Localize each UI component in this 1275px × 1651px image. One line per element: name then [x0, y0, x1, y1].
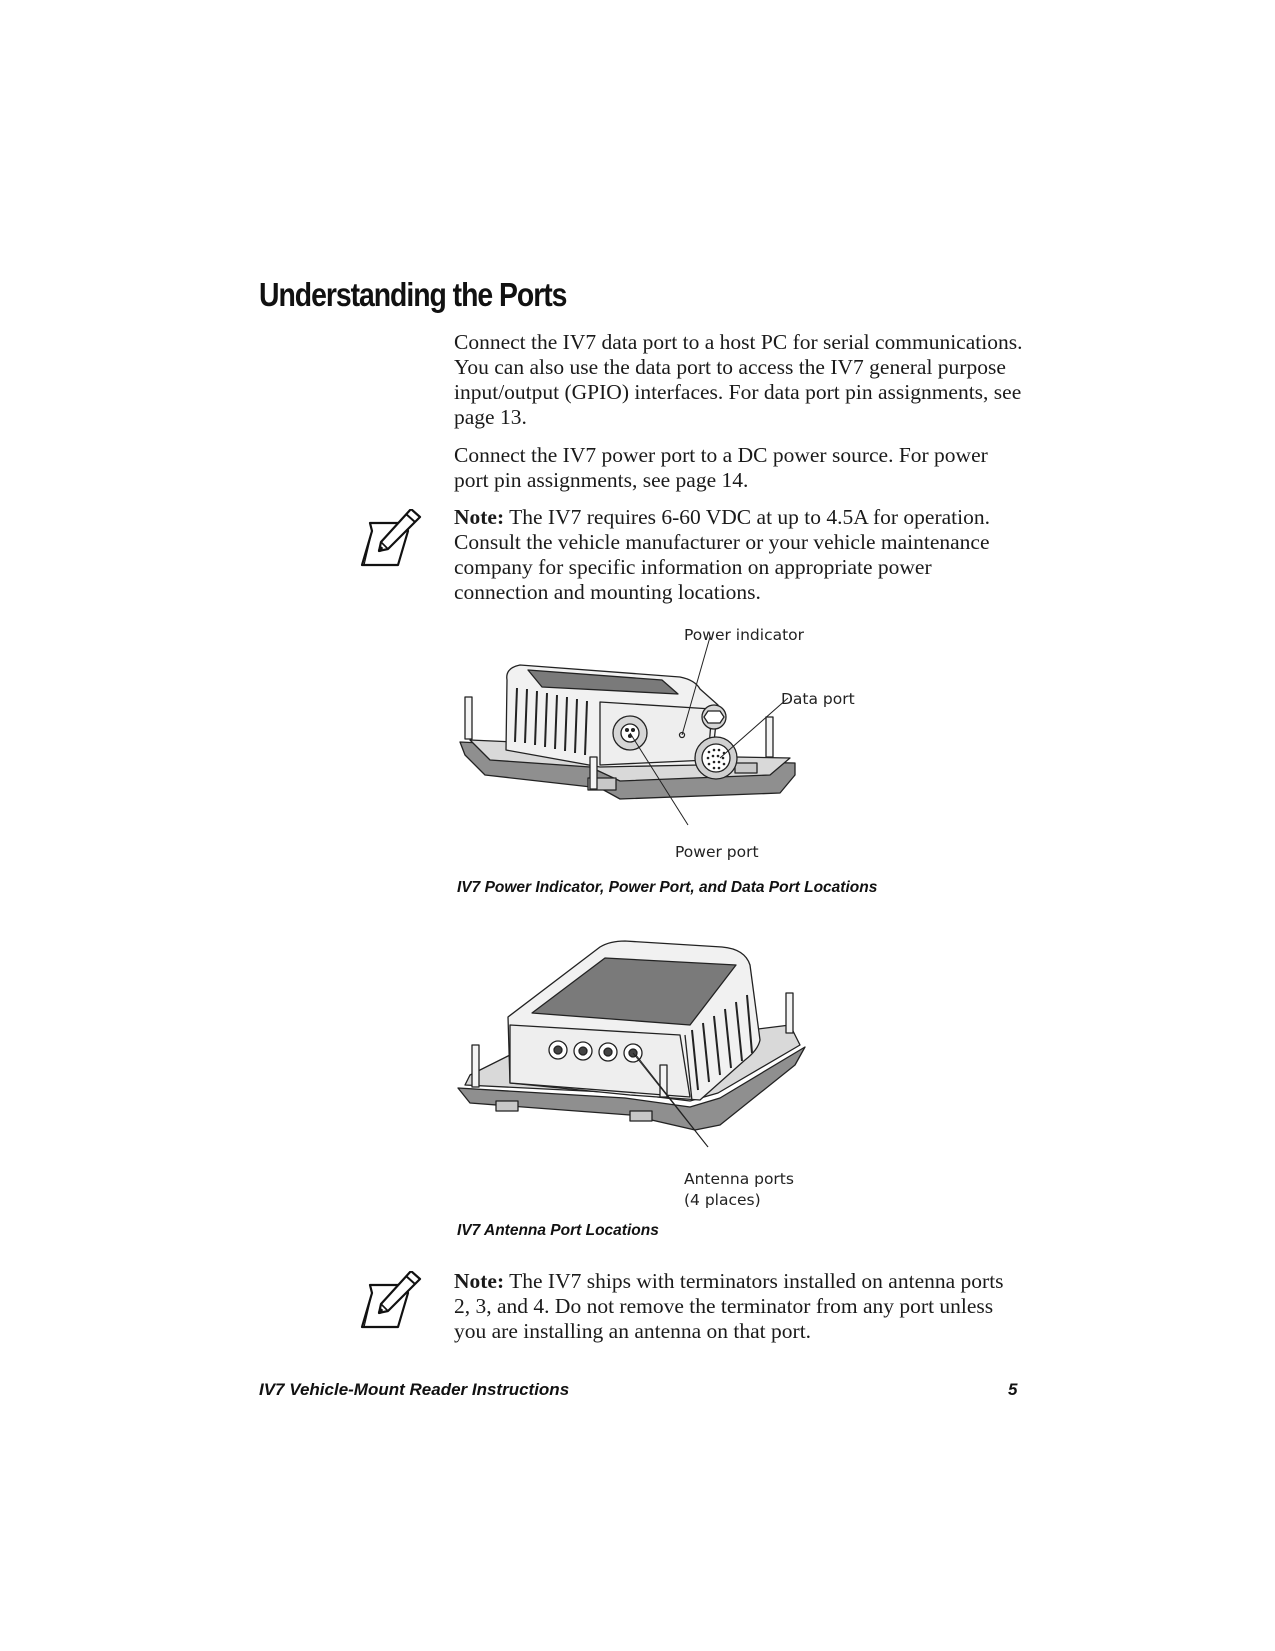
paragraph-data-port: Connect the IV7 data port to a host PC for serial communications. You can also use the data port to access the IV7 general purpose input/output (GPIO) interfaces. For data port pin assignments, see page 13.: [454, 330, 1023, 429]
paragraph-power-port: Connect the IV7 power port to a DC power source. For power port pin assignments, see page 14.: [454, 443, 988, 492]
note-label: Note:: [454, 505, 505, 529]
figure-iv7-ports-view: [450, 625, 890, 875]
figure-caption-antenna: IV7 Antenna Port Locations: [457, 1222, 659, 1239]
note-text: The IV7 ships with terminators installed on antenna ports 2, 3, and 4. Do not remove the terminator from any port unless you are installing an antenna on that port.: [454, 1269, 1004, 1343]
note-pencil-icon: [358, 1271, 424, 1337]
figure-iv7-antenna-view: [450, 925, 890, 1215]
callout-power-indicator: Power indicator: [684, 626, 805, 644]
iv7-device-illustration: [460, 665, 795, 799]
iv7-device-illustration: [458, 941, 805, 1130]
footer-title: IV7 Vehicle-Mount Reader Instructions: [259, 1380, 570, 1399]
note-text: The IV7 requires 6-60 VDC at up to 4.5A for operation. Consult the vehicle manufacturer or your vehicle maintenance company for specific information on appropriate power connection and mounting locations.: [454, 505, 990, 604]
note-pencil-icon: [358, 509, 424, 575]
page-number: 5: [1008, 1380, 1018, 1399]
callout-data-port: Data port: [781, 690, 855, 708]
callout-power-port: Power port: [675, 843, 759, 861]
note-label: Note:: [454, 1269, 505, 1293]
callout-antenna-ports: Antenna ports: [684, 1170, 794, 1188]
note-antenna-terminators: [454, 1269, 1024, 1344]
callout-antenna-places: (4 places): [684, 1191, 761, 1209]
figure-caption-ports: IV7 Power Indicator, Power Port, and Data Port Locations: [457, 879, 878, 896]
page-title: Understanding the Ports: [259, 276, 567, 313]
note-power-requirements: [454, 505, 1024, 605]
